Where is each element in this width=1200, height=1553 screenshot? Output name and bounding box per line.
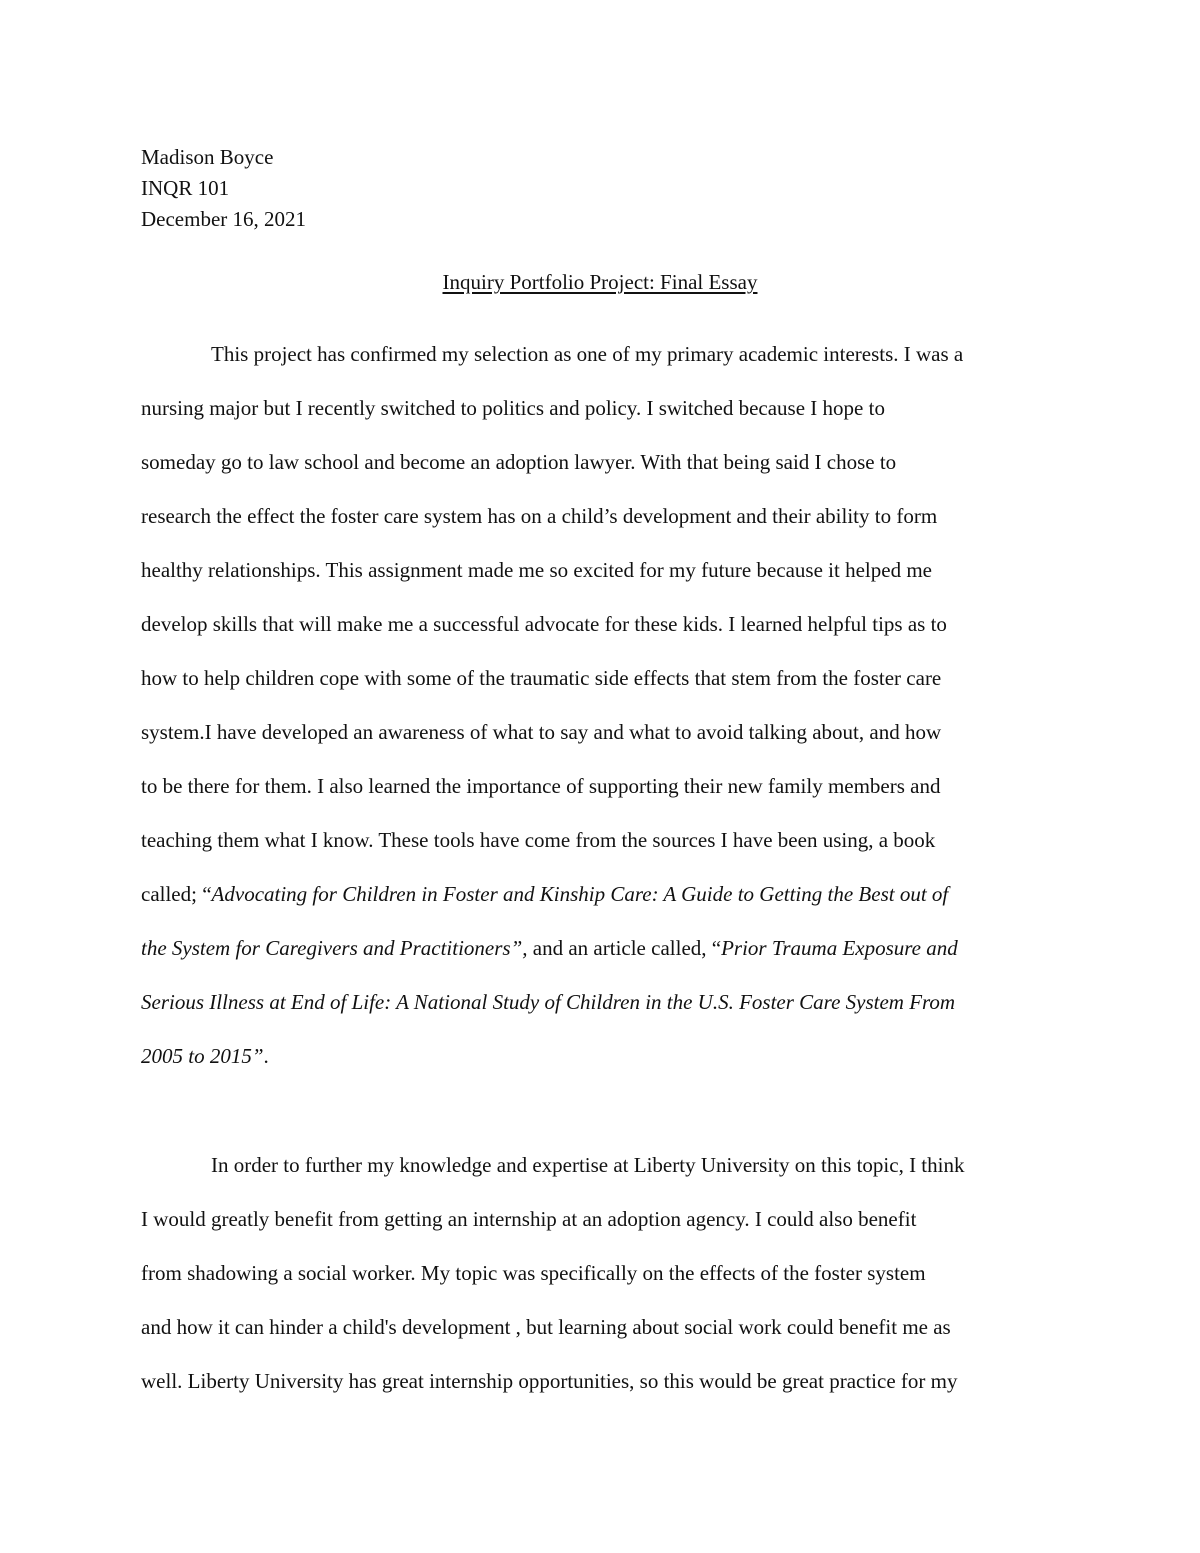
paragraph-line: how to help children cope with some of the traumatic side effects that stem from the foster care (141, 666, 942, 690)
citation-end: . (263, 1044, 269, 1068)
paragraph-line-citation (141, 1029, 963, 1083)
citation-prefix: called; “ (141, 882, 212, 906)
paragraph-line: develop skills that will make me a successful advocate for these kids. I learned helpful tips as to (141, 612, 947, 636)
paragraph-line: teaching them what I know. These tools have come from the sources I have been using, a book (141, 828, 936, 852)
citation-middle: and an article called, “ (527, 936, 722, 960)
course-code: INQR 101 (141, 176, 230, 200)
paragraph-2 (141, 1138, 964, 1408)
essay-title-text: Inquiry Portfolio Project: Final Essay (442, 270, 758, 294)
author-name: Madison Boyce (141, 145, 274, 169)
essay-date: December 16, 2021 (141, 207, 307, 231)
paragraph-line: to be there for them. I also learned the importance of supporting their new family members and (141, 774, 941, 798)
essay-header (141, 142, 306, 235)
paragraph-line: healthy relationships. This assignment made me so excited for my future because it helped me (141, 558, 932, 582)
book-title-end: the System for Caregivers and Practitioners”, (141, 936, 528, 960)
paragraph-line: and how it can hinder a child's development , but learning about social work could benefit me as (141, 1315, 951, 1339)
paragraph-line: I would greatly benefit from getting an internship at an adoption agency. I could also benefit (141, 1207, 917, 1231)
paragraph-line: someday go to law school and become an adoption lawyer. With that being said I chose to (141, 450, 897, 474)
paragraph-line: well. Liberty University has great internship opportunities, so this would be great practice for my (141, 1369, 958, 1393)
paragraph-line: nursing major but I recently switched to politics and policy. I switched because I hope to (141, 396, 885, 420)
article-title: Prior Trauma Exposure and (721, 936, 958, 960)
paragraph-line: In order to further my knowledge and expertise at Liberty University on this topic, I think (211, 1153, 965, 1177)
paragraph-1 (141, 327, 963, 1083)
paragraph-line: from shadowing a social worker. My topic was specifically on the effects of the foster system (141, 1261, 926, 1285)
article-title-continued: Serious Illness at End of Life: A National Study of Children in the U.S. Foster Care System From (141, 990, 956, 1014)
paragraph-line: This project has confirmed my selection as one of my primary academic interests. I was a (211, 342, 964, 366)
book-title: Advocating for Children in Foster and Kinship Care: A Guide to Getting the Best out of (211, 882, 949, 906)
paragraph-line: system.I have developed an awareness of what to say and what to avoid talking about, and how (141, 720, 942, 744)
paragraph-line-citation (141, 921, 963, 975)
essay-title (0, 267, 1200, 298)
paragraph-line: research the effect the foster care system has on a child’s development and their ability to form (141, 504, 938, 528)
article-title-end: 2005 to 2015” (141, 1044, 264, 1068)
paragraph-line-citation (141, 867, 963, 921)
